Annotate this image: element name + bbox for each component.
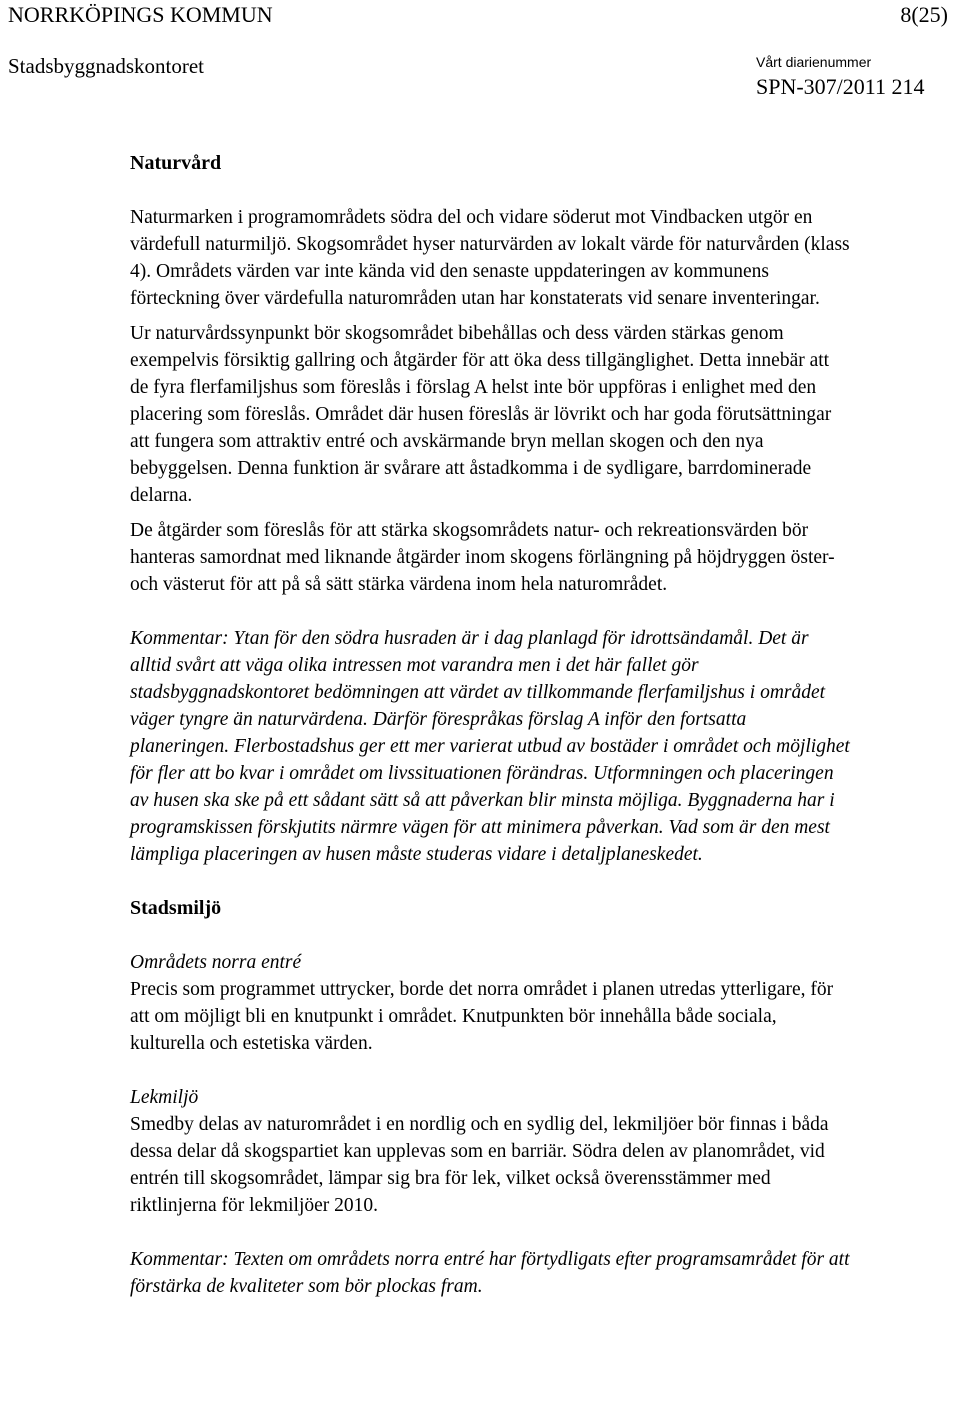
paragraph: De åtgärder som föreslås för att stärka skogsområdets natur- och rekreationsvärden bör hanteras samordnat med liknande åtgärder inom skogens förlängning på höjdryggen öster- och västerut för att på så sätt stärka värdena inom hela naturområdet.	[130, 520, 835, 595]
paragraph: Naturmarken i programområdets södra del och vidare söderut mot Vindbacken utgör en värdefull naturmiljö. Skogsområdet hyser naturvärden av lokalt värde för naturvården (klass 4). Områdets värden var inte kända vid den senaste uppdateringen av kommunens förteckning över värdefulla naturområden utan har konstaterats vid senare inventeringar.	[130, 207, 850, 309]
paragraph: Smedby delas av naturområdet i en nordlig och en sydlig del, lekmiljöer bör finnas i båda dessa delar då skogspartiet kan upplevas som en barriär. Södra delen av planområdet, vid entrén till skogsområdet, lämpar sig bra för lek, vilket också överensstämmer med riktlinjerna för lekmiljöer 2010.	[130, 1114, 829, 1216]
spacer	[130, 598, 850, 625]
comment-paragraph: Kommentar: Texten om områdets norra entré har förtydligats efter programsamrådet för att förstärka de kvaliteter som bör plockas fram.	[130, 1249, 850, 1297]
spacer	[130, 312, 850, 320]
spacer	[130, 1219, 850, 1246]
department-name: Stadsbyggnadskontoret	[8, 54, 204, 78]
subheading: Områdets norra entré	[130, 952, 302, 973]
paragraph: Precis som programmet uttrycker, borde det norra området i planen utredas ytterligare, för att om möjligt bli en knutpunkt i området. Knutpunkten bör innehålla både sociala, kulturella och estetiska värden.	[130, 979, 834, 1054]
section-heading-naturvard: Naturvård	[130, 152, 222, 174]
subheading: Lekmiljö	[130, 1087, 199, 1108]
spacer	[130, 177, 850, 204]
spacer	[130, 509, 850, 517]
section-heading-stadsmiljo: Stadsmiljö	[130, 897, 222, 919]
document-body	[130, 150, 850, 1300]
diarie-label: Vårt diarienummer	[756, 54, 872, 70]
page-number: 8(25)	[900, 2, 948, 27]
diarie-number: SPN-307/2011 214	[756, 74, 925, 99]
comment-paragraph: Kommentar: Ytan för den södra husraden är i dag planlagd för idrottsändamål. Det är alltid svårt att väga olika intressen mot varandra men i det här fallet gör stadsbyggnadskontoret bedömningen att värdet av tillkommande flerfamiljshus i området väger tyngre än naturvärdena. Därför förespråkas förslag A inför den fortsatta planeringen. Flerbostadshus ger ett mer varierat utbud av bostäder i området och möjlighet för fler att bo kvar i området om livssituationen förändras. Utformningen och placeringen av husen ska ske på ett sådant sätt så att påverkan blir minsta möjliga. Byggnaderna har i programskissen förskjutits närmre vägen för att minimera påverkan. Vad som är den mest lämpliga placeringen av husen måste studeras vidare i detaljplaneskedet.	[130, 628, 850, 865]
spacer	[130, 922, 850, 949]
organization-name: NORRKÖPINGS KOMMUN	[8, 2, 273, 27]
spacer	[130, 868, 850, 895]
paragraph: Ur naturvårdssynpunkt bör skogsområdet bibehållas och dess värden stärkas genom exempelvis försiktig gallring och åtgärder för att öka dess tillgänglighet. Detta innebär att de fyra flerfamiljshus som föreslås i förslag A helst inte bör uppföras i enlighet med den placering som föreslås. Området där husen föreslås är lövrikt och har goda förutsättningar att fungera som attraktiv entré och avskärmande bryn mellan skogen och den nya bebyggelsen. Denna funktion är svårare att åstadkomma i de sydligare, barrdominerade delarna.	[130, 323, 832, 506]
spacer	[130, 1057, 850, 1084]
